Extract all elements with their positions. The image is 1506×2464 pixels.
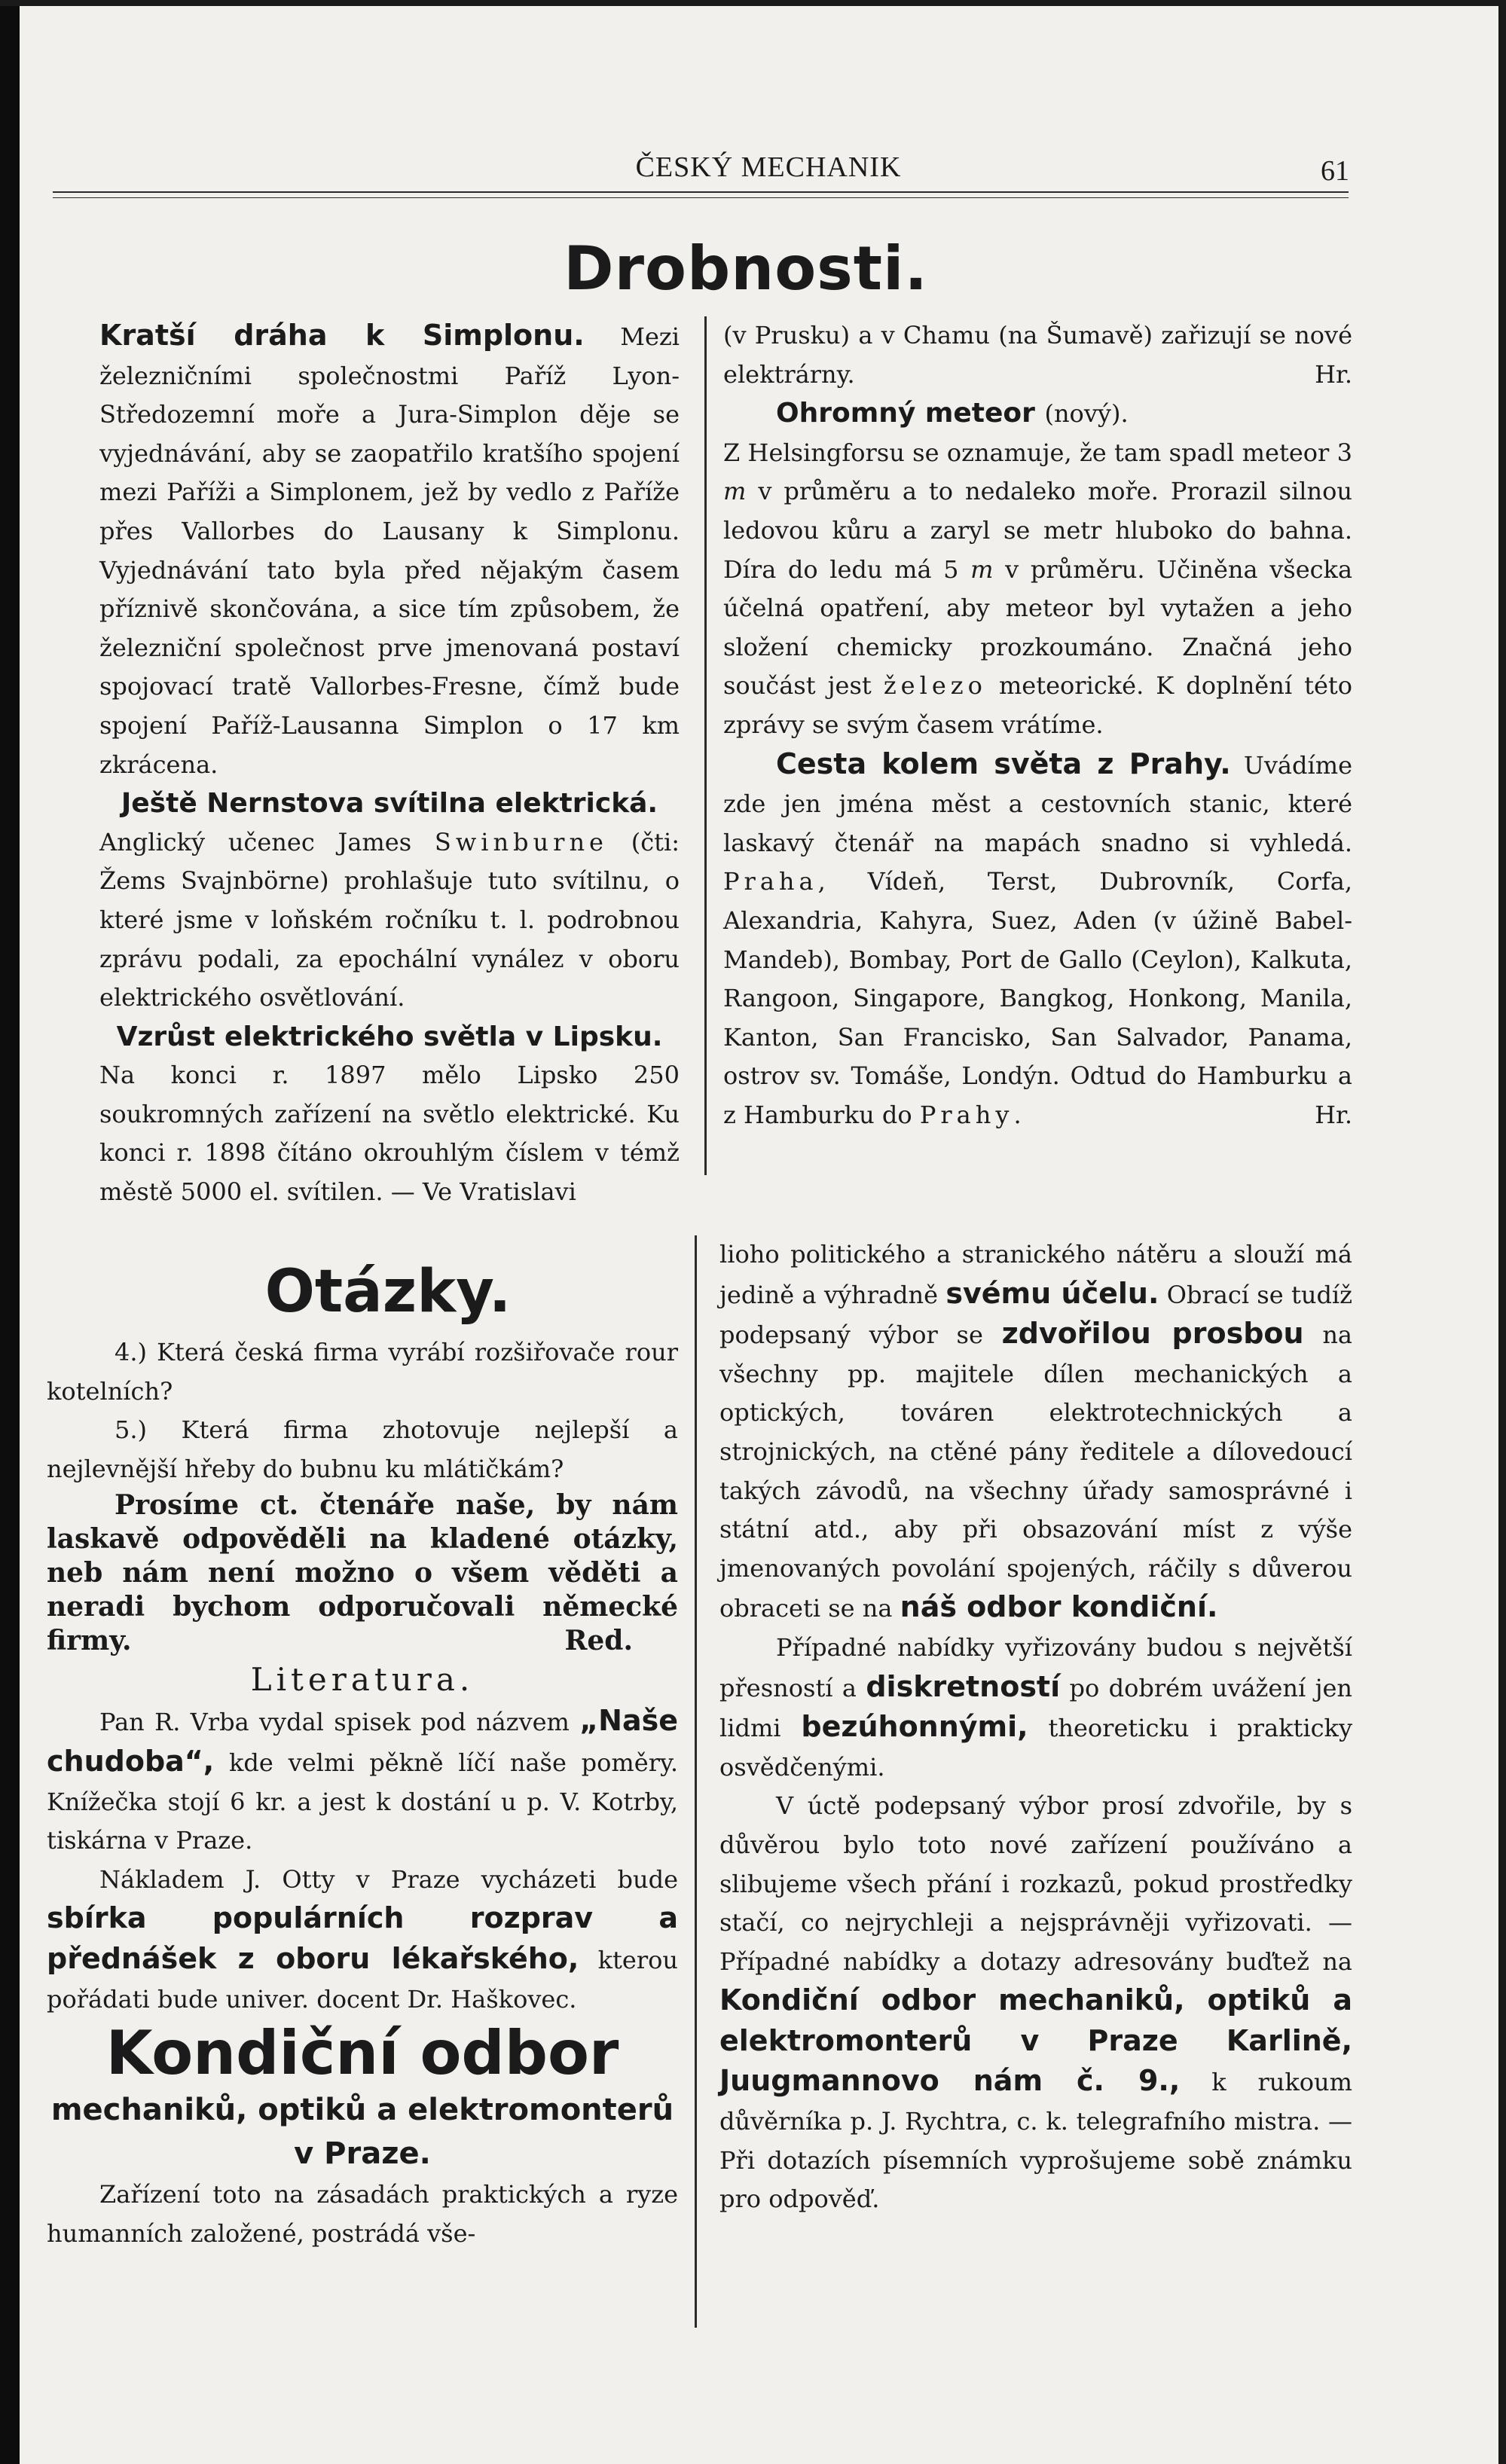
cesta-text-2: , Vídeň, Terst, Dubrovník, Corfa, Alexandria, Kahyra, Suez, Aden (v úžině Babel-Mandeb), Bombay, Port de Gallo (Ceylon), Kalkuta, Rangoon, Singapore, Bangkog, Honkong, Manila, Kanton, San Francisko, San Salvador, Panama, ostrov sv. Tomáše, Londýn. Odtud do Hamburku a z Hamburku do: [723, 867, 1352, 1129]
meteor-unit-2: m: [970, 554, 994, 584]
heading-simplon: Kratší dráha k Simplonu.: [99, 319, 585, 352]
bottom-left-column: [47, 1333, 678, 2253]
meteor-tag: (nový).: [1044, 399, 1129, 429]
drobnosti-right-column: [723, 316, 1352, 1134]
meteor-zelezo: železo: [883, 671, 987, 701]
kondicni-diskretnost: diskretností: [866, 1669, 1061, 1703]
heading-cesta: Cesta kolem světa z Prahy.: [776, 747, 1231, 780]
kondicni-bezuhonni: bezúhonnými,: [801, 1710, 1028, 1744]
kondicni-p2-c: theoreticku i prakticky osvědčenými.: [719, 1714, 1353, 1782]
drobnosti-left-column: [99, 316, 680, 1212]
scan-edge-right: [1498, 0, 1506, 2464]
kondicni-p1-b: lioho politického a stranického nátěru a slouží má jedině a výhradně: [719, 1240, 1352, 1309]
meteor-heading-line: [723, 394, 1352, 434]
section-title-literatura: Literatura.: [250, 1661, 475, 1699]
signature-hr-2: Hr.: [1315, 1100, 1352, 1129]
kondicni-address: Kondiční odbor mechaniků, optiků a elektromonterů v Praze Karlině, Juugmannovo nám č. 9.,: [719, 1983, 1352, 2098]
kondicni-p1-c: Obrací se tudíž podepsaný výbor se: [719, 1280, 1353, 1350]
literatura-paragraph-2: [47, 1861, 678, 2019]
question-5: 5.) Která firma zhotovuje nejlepší a nejlevnější hřeby do bubnu ku mlátičkám?: [47, 1415, 678, 1483]
article-cesta: [723, 745, 1352, 1135]
column-divider-top: [704, 316, 707, 1175]
section-title-otazky: Otázky.: [264, 1258, 512, 1326]
signature-hr-1: Hr.: [1315, 359, 1352, 389]
meteor-text-2: v průměru a to nedaleko moře. Prorazil silnou ledovou kůru a zaryl se metr hluboko do bahna. Díra do ledu má 5: [723, 477, 1353, 584]
literatura-sbirka: sbírka populárních rozprav a přednášek z oboru lékařského,: [47, 1901, 678, 1975]
kondicni-p1-d: na všechny pp. majitele dílen mechanických a optických, továren elektrotechnických a strojnických, na ctěné pány ředitele a dílovedoucí takých závodů, na všechny úřady samosprávné i státní atd., aby při obsazování míst z výše jmenovaných povolání spojených, ráčily s důverou obraceti se na: [719, 1321, 1352, 1623]
heading-nernst: Ještě Nernstova svítilna elektrická.: [121, 788, 658, 820]
kondicni-p3: V úctě podepsaný výbor prosí zdvořile, by s důvěrou bylo toto nové zařízení používáno a slibujeme všech přání i rozkazů, pokud prostředky stačí, co nejrychleji a nejsprávněji vyřizovati. — Případné nabídky a dotazy adresovány buďtež na: [719, 1791, 1352, 1976]
header-rule-top: [53, 191, 1349, 193]
otazky-request-text: Prosíme ct. čtenáře naše, by nám laskavě odpověděli na kladené otázky, neb nám není možno o všem věděti a neradi bychom odporučovali německé firmy.: [47, 1489, 678, 1657]
column-divider-bottom: [695, 1235, 697, 2328]
kondicni-nas-odbor: náš odbor kondiční.: [900, 1590, 1218, 1624]
header-rule-bottom: [53, 197, 1349, 198]
text-simplon: Mezi železničními společnostmi Paříž Lyon-Středozemní moře a Jura-Simplon děje se vyjednávání, aby se zaopatřilo kratšího spojení mezi Paříži a Simplonem, jež by vedlo z Paříže přes Vallorbes do Lausany k Simplonu. Vyjednávání tato byla před nějakým časem příznivě skončována, a sice tím způsobem, že železniční společnost prve jmenovaná postaví spojovací tratě Vallorbes-Fresne, čímž bude spojení Paříž-Lausanna Simplon o 17 km zkrácena.: [99, 322, 680, 779]
literatura-p2-a: Nákladem J. Otty v Praze vycházeti bude: [99, 1864, 678, 1894]
text-nernst-1: Anglický učenec James: [99, 827, 412, 856]
meteor-text-4: meteorické. K doplnění této zprávy se svým časem vrátíme.: [723, 671, 1353, 739]
heading-meteor: Ohromný meteor: [776, 398, 1035, 429]
article-lipsko: Na konci r. 1897 mělo Lipsko 250 soukromných zařízení na světlo elektrické. Ku konci r. 1898 čítáno okrouhlým číslem v témž městě 5000 el. svítilen. — Ve Vratislavi: [99, 1061, 680, 1207]
cesta-text-1: Uvádíme zde jen jména měst a cestovních stanic, které laskavý čtenář na mapách snadno si vyhledá.: [723, 750, 1352, 857]
literatura-paragraph-1: [47, 1702, 678, 1860]
bottom-right-column: [719, 1235, 1352, 2219]
scan-edge-left: [0, 0, 20, 2464]
scan-edge-top: [0, 0, 1506, 6]
question-4: 4.) Která česká firma vyrábí rozšiřovače rour kotelních?: [47, 1338, 678, 1406]
kondicni-paragraph-1-cont: [719, 1235, 1352, 1629]
literatura-p1-b: kde velmi pěkně líčí naše poměry. Knížečka stojí 6 kr. a jest k dostání u p. V. Kotrby, tiskárna v Praze.: [47, 1748, 679, 1855]
otazky-red-signature: Red.: [564, 1625, 633, 1657]
kondicni-paragraph-2: [719, 1629, 1352, 1787]
kondicni-p2-a: Případné nabídky vyřizovány budou s největší přesností a: [719, 1632, 1352, 1702]
kondicni-p3-b: k rukoum důvěrníka p. J. Rychtra, c. k. telegrafního mistra. — Při dotazích písemních vyprošujeme sobě známku pro odpověď.: [719, 2068, 1353, 2214]
running-head: ČESKÝ MECHANIK: [635, 151, 902, 183]
kondicni-paragraph-1-start: Zařízení toto na zásadách praktických a ryze humanních založené, postrádá vše-: [47, 2180, 678, 2248]
kondicni-p2-b: po dobrém uvážení jen lidmi: [719, 1673, 1353, 1743]
meteor-unit-1: m: [723, 477, 747, 506]
literatura-p1-a: Pan R. Vrba vydal spisek pod názvem: [99, 1708, 570, 1737]
cesta-praha: Praha: [723, 867, 818, 896]
kondicni-subtitle: mechaniků, optiků a elektromonterů v Praze.: [50, 2093, 674, 2172]
page-number: 61: [1321, 155, 1349, 187]
section-title-drobnosti: Drobnosti.: [564, 234, 928, 304]
cesta-text-3: .: [1013, 1100, 1022, 1129]
name-swinburne: Swinburne: [434, 827, 608, 856]
text-nernst-2: (čti: Žems Svajnbörne) prohlašuje tuto svítilnu, o které jsme v loňském ročníku t. l. podrobnou zprávu podali, za epochální vynález v oboru elektrického osvětlování.: [99, 827, 680, 1012]
kondicni-title: Kondiční odbor: [105, 2018, 619, 2089]
meteor-text-1: Z Helsingforsu se oznamuje, že tam spadl meteor 3: [723, 438, 1352, 467]
otazky-request: [47, 1488, 678, 1658]
continuation-text: (v Prusku) a v Chamu (na Šumavě) zařizují se nové elektrárny.: [723, 321, 1352, 389]
heading-lipsko: Vzrůst elektrického světla v Lipsku.: [116, 1021, 663, 1052]
literatura-book-title: „Naše chudoba“,: [47, 1704, 678, 1778]
article-meteor: [723, 434, 1352, 745]
continuation-vratislav: [723, 316, 1352, 394]
kondicni-prosba: zdvořilou prosbou: [1001, 1317, 1304, 1351]
literatura-p2-b: kterou pořádati bude univer. docent Dr. Haškovec.: [47, 1945, 678, 2014]
cesta-prahy: Prahy: [919, 1100, 1014, 1129]
meteor-text-3: v průměru. Učiněna všecka účelná opatření, aby meteor byl vytažen a jeho složení chemicky prozkoumáno. Značná jeho součást jest: [723, 554, 1353, 701]
kondicni-paragraph-3: [719, 1787, 1352, 2219]
kondicni-svemu-ucelu: svému účelu.: [945, 1276, 1159, 1310]
article-nernst: [99, 823, 680, 1018]
article-simplon: [99, 316, 680, 784]
